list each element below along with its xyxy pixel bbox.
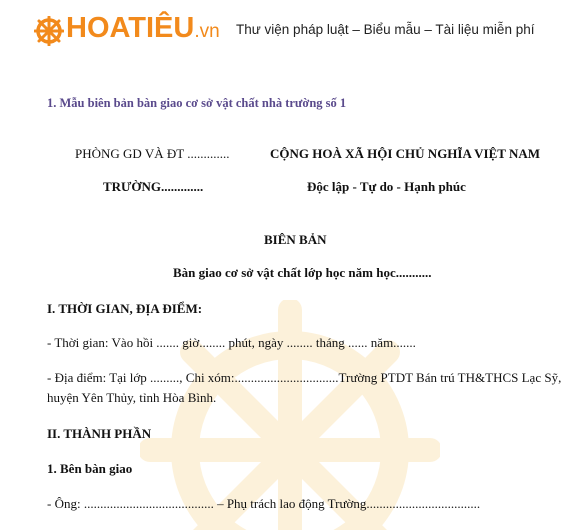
party1-heading: 1. Bên bàn giao xyxy=(47,461,133,476)
place-line-2: huyện Yên Thủy, tỉnh Hòa Bình. xyxy=(47,390,217,405)
national-title: CỘNG HOÀ XÃ HỘI CHỦ NGHĨA VIỆT NAM xyxy=(270,146,541,161)
logo-text: HOATIÊU xyxy=(66,12,195,44)
document-subtitle: Bàn giao cơ sở vật chất lớp học năm học........... xyxy=(173,265,432,280)
site-logo[interactable] xyxy=(66,12,220,45)
document-title: BIÊN BẢN xyxy=(264,232,327,247)
org-name: PHÒNG GD VÀ ĐT ............. xyxy=(75,146,230,161)
part1-heading: I. THỜI GIAN, ĐỊA ĐIỂM: xyxy=(47,301,203,316)
ship-wheel-logo-icon xyxy=(34,16,64,46)
place-line-1: - Địa điểm: Tại lớp ........., Chi xóm:................................Trường PTDT Bán trú TH&THCS Lạc Sỹ, xyxy=(47,370,562,385)
party1-line: - Ông: ........................................ – Phụ trách lao động Trường................................... xyxy=(47,496,481,511)
time-line: - Thời gian: Vào hồi ....... giờ........ phút, ngày ........ tháng ...... năm....... xyxy=(47,335,416,350)
part2-heading: II. THÀNH PHẦN xyxy=(47,426,152,441)
section-title: 1. Mẫu biên bản bàn giao cơ sở vật chất nhà trường số 1 xyxy=(47,96,347,110)
logo-suffix: .vn xyxy=(194,21,220,42)
school-name: TRƯỜNG............. xyxy=(103,179,204,194)
site-tagline: Thư viện pháp luật – Biểu mẫu – Tài liệu miễn phí xyxy=(236,22,535,37)
national-motto: Độc lập - Tự do - Hạnh phúc xyxy=(307,179,466,194)
site-header xyxy=(0,0,578,66)
